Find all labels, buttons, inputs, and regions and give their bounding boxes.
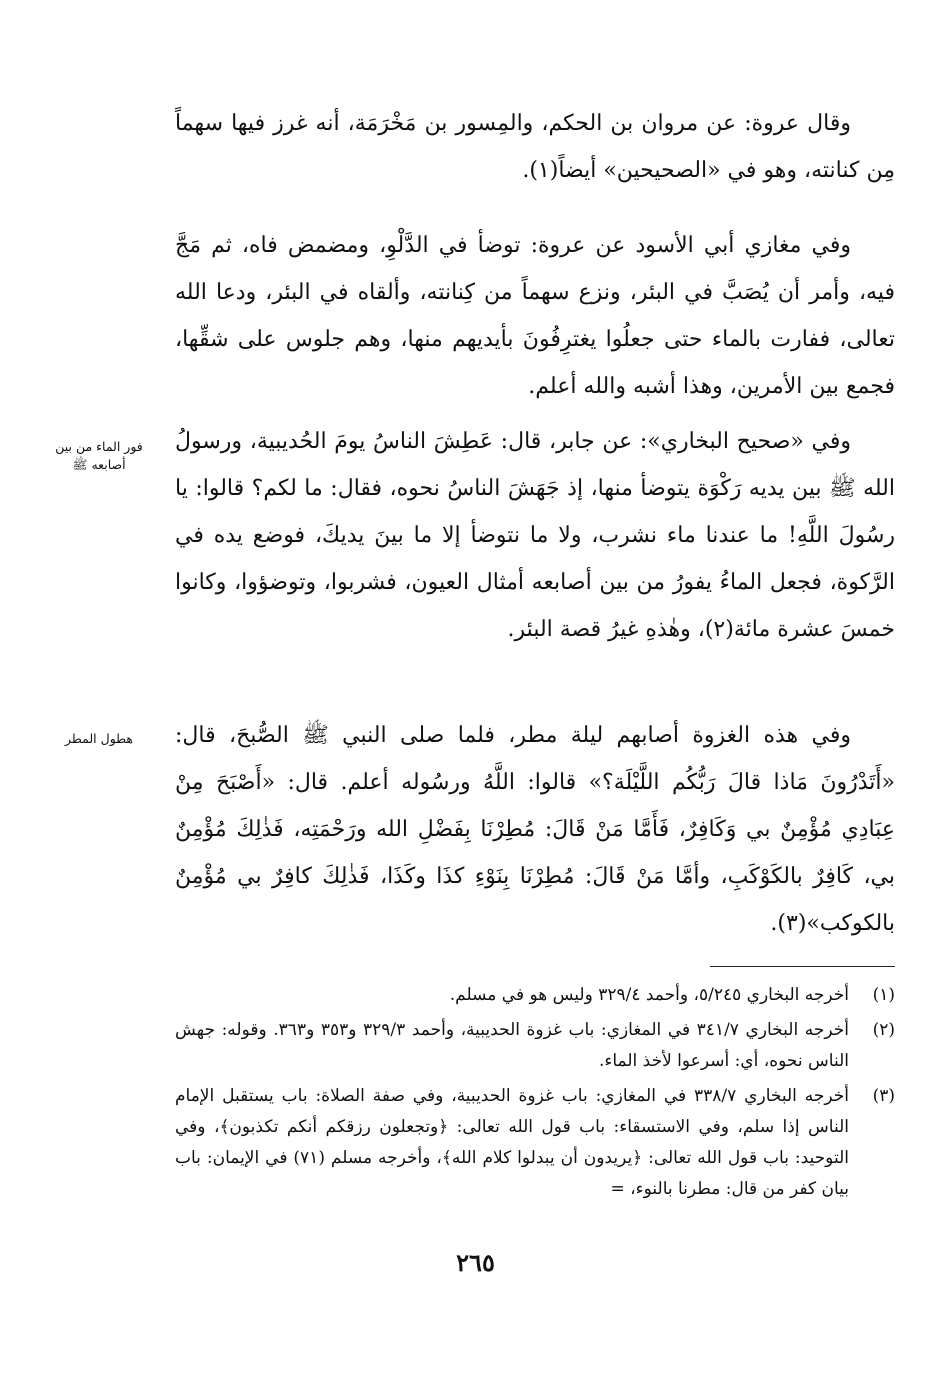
main-text-block	[175, 100, 895, 194]
paragraph: وفي مغازي أبي الأسود عن عروة: توضأ في الدَّلْوِ، ومضمض فاه، ثم مَجَّ فيه، وأمر أن يُصَبَّ في البئر، ونزع سهماً من كِنانته، وألقاه في البئر، ودعا الله تعالى، ففارت بالماء حتى جعلُوا يغترِفُونَ بأيديهم منها، وهم جلوس على شقِّها، فجمع بين الأمرين، وهذا أشبه والله أعلم.	[175, 233, 895, 399]
footnote-number: (٣)	[872, 1086, 895, 1106]
footnote-text: أخرجه البخاري ٥/٢٤٥، وأحمد ٣٢٩/٤ وليس هو في مسلم.	[449, 985, 849, 1005]
paragraph: وقال عروة: عن مروان بن الحكم، والمِسور بن مَخْرَمَة، أنه غرز فيها سهماً مِن كنانته، وهو في «الصحيحين» أيضاً(١).	[175, 111, 895, 183]
margin-note: فور الماء من بين أصابعه ﷺ	[55, 439, 143, 472]
main-text-block	[175, 418, 895, 653]
page-number: ٢٦٥	[456, 1248, 495, 1277]
margin-note: هطول المطر	[64, 731, 134, 746]
paragraph: وفي «صحيح البخاري»: عن جابر، قال: عَطِشَ الناسُ يومَ الحُديبية، ورسولُ الله ﷺ بين يديه رَكْوَة يتوضأ منها، إذ جَهَشَ الناسُ نحوه، فقال: ما لكم؟ قالوا: يا رسُولَ اللَّهِ! ما عندنا ماء نشرب، ولا ما نتوضأ إلا ما بينَ يديكَ، فوضع يده في الرَّكوة، فجعل الماءُ يفورُ من بين أصابعه أمثال العيون، فشربوا، وتوضؤوا، وكانوا خمسَ عشرة مائة(٢)، وهٰذهِ غيرُ قصة البئر.	[175, 429, 895, 642]
footnotes	[175, 980, 895, 1209]
footnote-number: (١)	[872, 985, 895, 1005]
footnote-text: أخرجه البخاري ٣٤١/٧ في المغازي: باب غزوة الحديبية، وأحمد ٣٢٩/٣ و٣٥٣ و٣٦٣. وقوله: جهش الناس نحوه، أي: أسرعوا لأخذ الماء.	[175, 1020, 849, 1071]
footnote	[175, 1081, 895, 1205]
footnote-text: أخرجه البخاري ٣٣٨/٧ في المغازي: باب غزوة الحديبية، وفي صفة الصلاة: باب يستقبل الإمام الناس إذا سلم، وفي الاستسقاء: باب قول الله تعالى: ﴿وتجعلون رزقكم أنكم تكذبون﴾، وفي التوحيد: باب قول الله تعالى: ﴿يريدون أن يبدلوا كلام الله﴾، وأخرجه مسلم (٧١) في الإيمان: باب بيان كفر من قال: مطرنا بالنوء، =	[175, 1086, 850, 1199]
paragraph: وفي هذه الغزوة أصابهم ليلة مطر، فلما صلى النبي ﷺ الصُّبحَ، قال: «أَتَدْرُونَ مَاذا قالَ رَبُّكُم اللَّيْلَة؟» قالوا: اللَّهُ ورسُوله أعلم. قال: «أَصْبَحَ مِنْ عِبَادِي مُؤْمِنٌ بي وَكَافِرٌ، فَأَمَّا مَنْ قَالَ: مُطِرْنَا بِفَضْلِ الله ورَحْمَتِه، فَذٰلِكَ مُؤْمِنٌ بي، كَافِرٌ بالكَوْكَبِ، وأمَّا مَنْ قَالَ: مُطِرْنَا بِنَوْءِ كذَا وكَذَا، فَذٰلِكَ كافِرٌ بي مُؤْمِنٌ بالكوكب»(٣).	[175, 723, 895, 936]
footnote	[175, 980, 895, 1011]
main-text-block	[175, 712, 895, 947]
footnote	[175, 1015, 895, 1077]
main-text-block	[175, 222, 895, 410]
footnote-separator	[710, 966, 895, 967]
footnote-number: (٢)	[872, 1020, 895, 1040]
